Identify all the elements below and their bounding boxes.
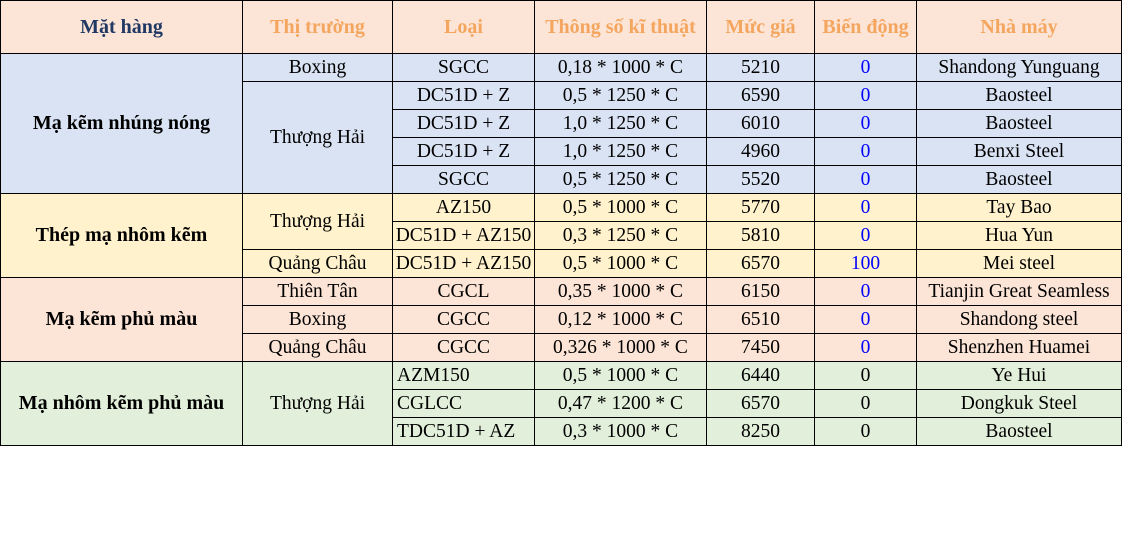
price-cell: 5770 [707, 194, 815, 222]
spec-cell: 0,18 * 1000 * C [535, 54, 707, 82]
factory-cell: Shenzhen Huamei [917, 334, 1122, 362]
spec-cell: 1,0 * 1250 * C [535, 138, 707, 166]
market-cell: Thượng Hải [243, 82, 393, 194]
header-muc-gia: Mức giá [707, 1, 815, 54]
market-cell: Quảng Châu [243, 334, 393, 362]
type-cell: CGCL [393, 278, 535, 306]
factory-cell: Baosteel [917, 82, 1122, 110]
spec-cell: 0,5 * 1000 * C [535, 194, 707, 222]
factory-cell: Ye Hui [917, 362, 1122, 390]
category-cell: Mạ kẽm phủ màu [1, 278, 243, 362]
category-cell: Mạ kẽm nhúng nóng [1, 54, 243, 194]
market-cell: Thượng Hải [243, 362, 393, 446]
type-cell: DC51D + Z [393, 82, 535, 110]
header-row [1, 1, 1122, 54]
table-row [1, 194, 1122, 222]
factory-cell: Baosteel [917, 166, 1122, 194]
market-cell: Boxing [243, 306, 393, 334]
price-cell: 6590 [707, 82, 815, 110]
factory-cell: Tay Bao [917, 194, 1122, 222]
header-nha-may: Nhà máy [917, 1, 1122, 54]
header-bien-dong: Biến động [815, 1, 917, 54]
factory-cell: Baosteel [917, 110, 1122, 138]
spec-cell: 1,0 * 1250 * C [535, 110, 707, 138]
type-cell: DC51D + Z [393, 138, 535, 166]
type-cell: CGCC [393, 334, 535, 362]
factory-cell: Baosteel [917, 418, 1122, 446]
change-cell: 0 [815, 110, 917, 138]
factory-cell: Benxi Steel [917, 138, 1122, 166]
spec-cell: 0,35 * 1000 * C [535, 278, 707, 306]
factory-cell: Shandong steel [917, 306, 1122, 334]
type-cell: CGLCC [393, 390, 535, 418]
price-cell: 7450 [707, 334, 815, 362]
spec-cell: 0,3 * 1250 * C [535, 222, 707, 250]
spec-cell: 0,47 * 1200 * C [535, 390, 707, 418]
change-cell: 0 [815, 54, 917, 82]
price-cell: 4960 [707, 138, 815, 166]
price-cell: 5520 [707, 166, 815, 194]
category-cell: Thép mạ nhôm kẽm [1, 194, 243, 278]
spec-cell: 0,12 * 1000 * C [535, 306, 707, 334]
price-cell: 6510 [707, 306, 815, 334]
price-cell: 6010 [707, 110, 815, 138]
category-cell: Mạ nhôm kẽm phủ màu [1, 362, 243, 446]
type-cell: SGCC [393, 54, 535, 82]
header-thong-so: Thông số kĩ thuật [535, 1, 707, 54]
spec-cell: 0,5 * 1250 * C [535, 82, 707, 110]
market-cell: Boxing [243, 54, 393, 82]
type-cell: TDC51D + AZ [393, 418, 535, 446]
type-cell: DC51D + Z [393, 110, 535, 138]
market-cell: Thượng Hải [243, 194, 393, 250]
spec-cell: 0,5 * 1000 * C [535, 250, 707, 278]
change-cell: 0 [815, 418, 917, 446]
type-cell: AZM150 [393, 362, 535, 390]
spec-cell: 0,5 * 1000 * C [535, 362, 707, 390]
change-cell: 0 [815, 362, 917, 390]
change-cell: 0 [815, 222, 917, 250]
factory-cell: Dongkuk Steel [917, 390, 1122, 418]
change-cell: 0 [815, 194, 917, 222]
spec-cell: 0,5 * 1250 * C [535, 166, 707, 194]
type-cell: SGCC [393, 166, 535, 194]
price-cell: 6570 [707, 250, 815, 278]
spec-cell: 0,326 * 1000 * C [535, 334, 707, 362]
change-cell: 0 [815, 278, 917, 306]
price-cell: 5210 [707, 54, 815, 82]
factory-cell: Hua Yun [917, 222, 1122, 250]
price-cell: 6570 [707, 390, 815, 418]
change-cell: 0 [815, 166, 917, 194]
change-cell: 0 [815, 390, 917, 418]
factory-cell: Mei steel [917, 250, 1122, 278]
price-cell: 6150 [707, 278, 815, 306]
table-row [1, 362, 1122, 390]
change-cell: 0 [815, 138, 917, 166]
type-cell: AZ150 [393, 194, 535, 222]
header-loai: Loại [393, 1, 535, 54]
type-cell: DC51D + AZ150 [393, 222, 535, 250]
change-cell: 100 [815, 250, 917, 278]
table-row [1, 54, 1122, 82]
spec-cell: 0,3 * 1000 * C [535, 418, 707, 446]
change-cell: 0 [815, 306, 917, 334]
factory-cell: Tianjin Great Seamless [917, 278, 1122, 306]
factory-cell: Shandong Yunguang [917, 54, 1122, 82]
price-cell: 5810 [707, 222, 815, 250]
market-cell: Thiên Tân [243, 278, 393, 306]
change-cell: 0 [815, 82, 917, 110]
header-mat-hang: Mặt hàng [1, 1, 243, 54]
market-cell: Quảng Châu [243, 250, 393, 278]
type-cell: CGCC [393, 306, 535, 334]
header-thi-truong: Thị trường [243, 1, 393, 54]
type-cell: DC51D + AZ150 [393, 250, 535, 278]
change-cell: 0 [815, 334, 917, 362]
price-cell: 6440 [707, 362, 815, 390]
price-cell: 8250 [707, 418, 815, 446]
